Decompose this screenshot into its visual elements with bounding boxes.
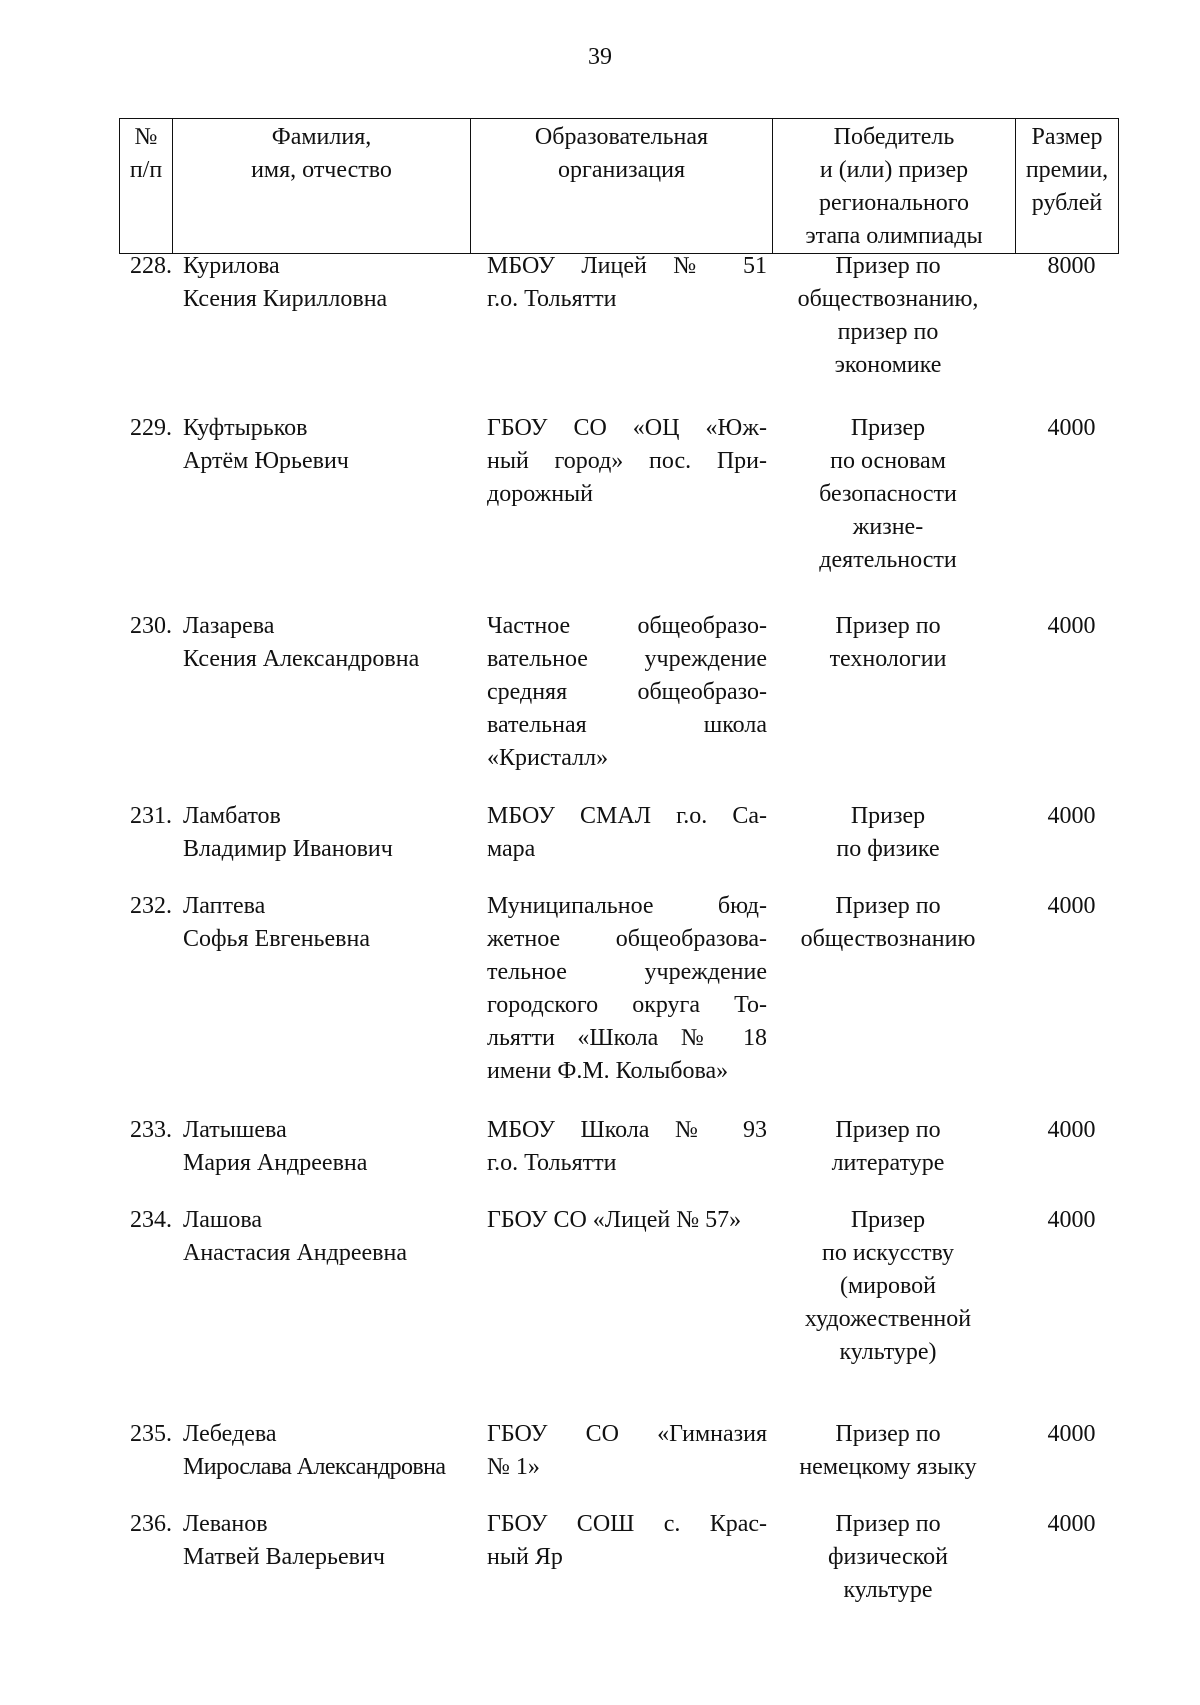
participant-name: Курилова Ксения Кирилловна [183,253,388,312]
row-number: 230. [130,613,172,639]
prize-amount: 4000 [1047,1511,1096,1537]
prize-amount: 4000 [1047,893,1096,919]
organization: ГБОУ СО «Лицей № 57» [487,1207,742,1233]
participant-name: Леванов Матвей Валерьевич [183,1511,385,1570]
page-number: 39 [588,44,612,70]
row-number: 235. [130,1421,172,1447]
participant-name: Лебедева Мирослава Александровна [183,1421,446,1480]
participant-name: Лаптева Софья Евгеньевна [183,893,370,952]
organization: Частное общеобразо- вательное учреждение средняя общеобразо- вательная школа «Кристалл» [487,613,767,771]
row-number: 228. [130,253,172,279]
organization: ГБОУ СОШ с. Крас- ный Яр [487,1511,767,1570]
organization: МБОУ Лицей № 51 г.о. Тольятти [487,253,767,312]
row-number: 236. [130,1511,172,1537]
prize-amount: 4000 [1047,613,1096,639]
organization: МБОУ СМАЛ г.о. Са- мара [487,803,767,862]
prize-amount: 4000 [1047,415,1096,441]
prize-amount: 4000 [1047,1117,1096,1143]
organization: ГБОУ СО «Гимназия № 1» [487,1421,767,1480]
participant-name: Латышева Мария Андреевна [183,1117,368,1176]
organization: Муниципальное бюд- жетное общеобразова- тельное учреждение городского округа То- льятти «Школа № 18 имени Ф.М. Колыбова» [487,893,767,1084]
row-number: 231. [130,803,172,829]
organization: МБОУ Школа № 93 г.о. Тольятти [487,1117,767,1176]
prize-amount: 4000 [1047,1421,1096,1447]
participant-name: Лашова Анастасия Андреевна [183,1207,407,1266]
header-num: № п/п [120,119,173,254]
participant-name: Ламбатов Владимир Иванович [183,803,393,862]
header-name: Фамилия, имя, отчество [173,119,471,254]
table-header [119,118,1119,254]
prize-amount: 4000 [1047,803,1096,829]
header-organization: Образовательная организация [471,119,773,254]
header-award: Победитель и (или) призер регионального этапа олимпиады [773,119,1016,254]
prize-amount: 4000 [1047,1207,1096,1233]
row-number: 232. [130,893,172,919]
row-number: 234. [130,1207,172,1233]
participant-name: Куфтырьков Артём Юрьевич [183,415,349,474]
participant-name: Лазарева Ксения Александровна [183,613,420,672]
header-prize: Размер премии, рублей [1016,119,1119,254]
row-number: 229. [130,415,172,441]
organization: ГБОУ СО «ОЦ «Юж- ный город» пос. При- дорожный [487,415,767,507]
prize-amount: 8000 [1047,253,1096,279]
row-number: 233. [130,1117,172,1143]
